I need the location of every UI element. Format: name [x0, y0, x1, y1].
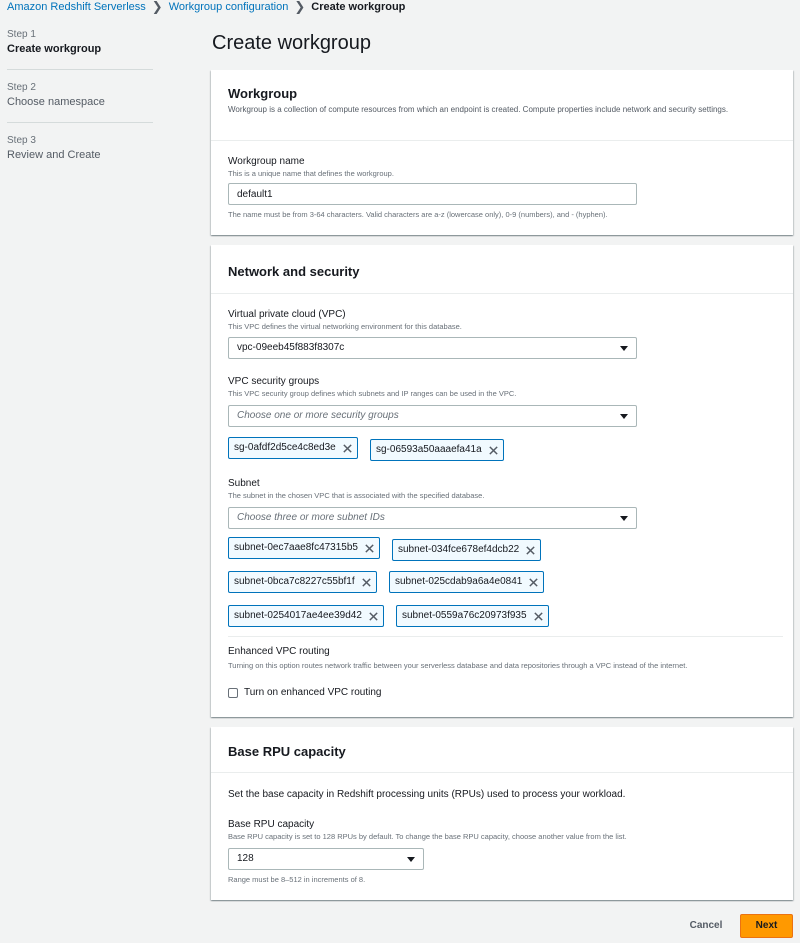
token-label: subnet-0559a76c20973f935 — [402, 610, 527, 621]
vpc-label: Virtual private cloud (VPC) — [228, 309, 346, 320]
subnet-token — [396, 605, 549, 627]
step-number: Step 2 — [7, 82, 36, 93]
enhanced-vpc-routing-option[interactable] — [228, 687, 382, 698]
caret-down-icon — [620, 516, 628, 521]
token-label: subnet-025cdab9a6a4e0841 — [395, 576, 523, 587]
base-rpu-intro: Set the base capacity in Redshift processing units (RPUs) used to process your workload. — [228, 789, 626, 800]
base-rpu-selected-value: 128 — [237, 853, 254, 864]
caret-down-icon — [620, 346, 628, 351]
page-title: Create workgroup — [212, 32, 371, 54]
security-groups-select[interactable] — [228, 405, 637, 427]
subnet-label: Subnet — [228, 478, 260, 489]
panel-divider — [211, 140, 793, 141]
close-icon[interactable] — [368, 611, 379, 622]
cancel-button[interactable]: Cancel — [681, 914, 731, 938]
base-rpu-select[interactable] — [228, 848, 424, 870]
workgroup-name-input[interactable] — [228, 183, 637, 205]
enhanced-vpc-routing-checkbox[interactable] — [228, 688, 238, 698]
subnet-placeholder: Choose three or more subnet IDs — [237, 512, 385, 523]
close-icon[interactable] — [525, 545, 536, 556]
wizard-step-3 — [7, 134, 153, 171]
base-rpu-panel — [211, 727, 793, 900]
subnet-token — [228, 605, 384, 627]
close-icon[interactable] — [364, 543, 375, 554]
security-groups-description: This VPC security group defines which subnets and IP ranges can be used in the VPC. — [228, 389, 517, 398]
workgroup-name-constraint: The name must be from 3-64 characters. Valid characters are a-z (lowercase only), 0-9 (numbers), and - (hyphen). — [228, 210, 608, 219]
step-number: Step 3 — [7, 135, 36, 146]
subnet-description: The subnet in the chosen VPC that is associated with the specified database. — [228, 491, 485, 500]
token-label: subnet-034fce678ef4dcb22 — [398, 544, 520, 555]
subnet-token — [392, 539, 541, 561]
wizard-steps — [7, 28, 153, 171]
wizard-step-2 — [7, 81, 153, 118]
subnet-token — [228, 571, 377, 593]
token-label: subnet-0ec7aae8fc47315b5 — [234, 542, 358, 553]
token-label: sg-0afdf2d5ce4c8ed3e — [234, 442, 336, 453]
panel-divider — [211, 293, 793, 294]
base-rpu-description: Base RPU capacity is set to 128 RPUs by default. To change the base RPU capacity, choose another value from the list. — [228, 832, 627, 841]
close-icon[interactable] — [528, 577, 539, 588]
workgroup-panel-title: Workgroup — [228, 86, 298, 101]
next-button[interactable]: Next — [740, 914, 793, 938]
security-groups-placeholder: Choose one or more security groups — [237, 410, 399, 421]
caret-down-icon — [620, 414, 628, 419]
step-number: Step 1 — [7, 29, 36, 40]
caret-down-icon — [407, 857, 415, 862]
close-icon[interactable] — [533, 611, 544, 622]
step-divider — [7, 69, 153, 70]
base-rpu-label: Base RPU capacity — [228, 819, 315, 830]
step-name-create-workgroup: Create workgroup — [7, 43, 102, 55]
security-groups-label: VPC security groups — [228, 376, 320, 387]
breadcrumb — [7, 0, 405, 14]
workgroup-name-label: Workgroup name — [228, 156, 305, 167]
token-label: subnet-0254017ae4ee39d42 — [234, 610, 362, 621]
token-label: sg-06593a50aaaefa41a — [376, 444, 482, 455]
security-group-token — [228, 437, 358, 459]
vpc-selected-value: vpc-09eeb45f883f8307c — [237, 342, 345, 353]
field-divider — [228, 636, 783, 637]
enhanced-vpc-routing-description: Turning on this option routes network traffic between your serverless database and data repositories through a VPC instead of the internet. — [228, 661, 688, 670]
base-rpu-panel-title: Base RPU capacity — [228, 744, 346, 759]
workgroup-name-description: This is a unique name that defines the workgroup. — [228, 169, 394, 178]
breadcrumb-link-redshift-serverless[interactable]: Amazon Redshift Serverless — [7, 1, 146, 13]
network-security-panel — [211, 245, 793, 717]
step-name-choose-namespace[interactable]: Choose namespace — [7, 96, 105, 108]
subnet-token — [228, 537, 380, 559]
enhanced-vpc-routing-label: Enhanced VPC routing — [228, 646, 330, 657]
wizard-step-1 — [7, 28, 153, 65]
enhanced-vpc-routing-checkbox-label: Turn on enhanced VPC routing — [244, 687, 382, 698]
base-rpu-range-hint: Range must be 8–512 in increments of 8. — [228, 875, 366, 884]
chevron-right-icon: ❯ — [294, 0, 306, 14]
close-icon[interactable] — [488, 445, 499, 456]
subnet-select[interactable] — [228, 507, 637, 529]
close-icon[interactable] — [361, 577, 372, 588]
network-panel-title: Network and security — [228, 264, 360, 279]
workgroup-panel — [211, 70, 793, 235]
token-label: subnet-0bca7c8227c55bf1f — [234, 576, 355, 587]
workgroup-panel-description: Workgroup is a collection of compute resources from which an endpoint is created. Compute properties include network and security settings. — [228, 105, 729, 114]
breadcrumb-current: Create workgroup — [311, 1, 406, 13]
close-icon[interactable] — [342, 443, 353, 454]
step-name-review-and-create[interactable]: Review and Create — [7, 149, 101, 161]
subnet-token — [389, 571, 544, 593]
vpc-select[interactable] — [228, 337, 637, 359]
step-divider — [7, 122, 153, 123]
vpc-description: This VPC defines the virtual networking environment for this database. — [228, 322, 462, 331]
chevron-right-icon: ❯ — [151, 0, 163, 14]
security-group-token — [370, 439, 504, 461]
breadcrumb-link-workgroup-configuration[interactable]: Workgroup configuration — [168, 1, 289, 13]
panel-divider — [211, 772, 793, 773]
